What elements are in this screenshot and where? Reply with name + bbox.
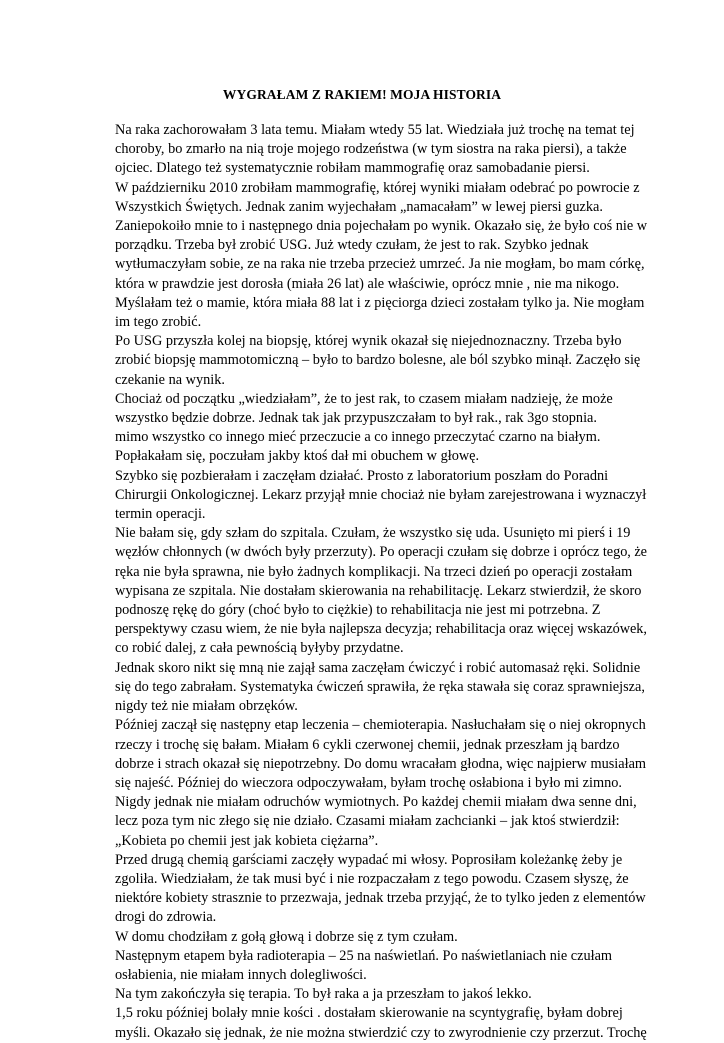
text-line: zgoliła. Wiedziałam, że tak musi być i nie rozpaczałam z tego powodu. Czasem słyszę, że <box>115 870 629 887</box>
text-line: „Kobieta po chemii jest jak kobieta ciężarna”. <box>115 832 379 849</box>
text-line: Następnym etapem była radioterapia – 25 na naświetlań. Po naświetlaniach nie czułam <box>115 947 613 964</box>
text-line: lecz poza tym nic złego się nie działo. Czasami miałam zachcianki – jak ktoś stwierdził: <box>115 813 620 830</box>
text-line: się do tego zabrałam. Systematyka ćwiczeń sprawiła, że ręka stawała się coraz sprawniejsza, <box>115 678 645 695</box>
text-line: Na raka zachorowałam 3 lata temu. Miałam wtedy 55 lat. Wiedziała już trochę na temat tej <box>115 122 635 138</box>
text-line: W październiku 2010 zrobiłam mammografię, której wyniki miałam odebrać po powrocie z <box>115 179 640 196</box>
text-line: mimo wszystko co innego mieć przeczucie a co innego przeczytać czarno na białym. <box>115 429 601 446</box>
text-line: W domu chodziłam z gołą głową i dobrze się z tym czułam. <box>115 928 458 945</box>
text-line: która w prawdzie jest dorosła (miała 26 lat) ale właściwie, oprócz mnie , nie ma nikogo. <box>115 275 620 292</box>
text-line: niektóre kobiety strasznie to przezwaja, jednak trzeba przyjąć, że to tylko jeden z elementów <box>115 890 646 907</box>
text-line: myśli. Okazało się jednak, że nie można stwierdzić czy to zwyrodnienie czy przerzut. Trochę <box>115 1024 647 1041</box>
text-line: rzeczy i trochę się bałam. Miałam 6 cykli czerwonej chemii, jednak przeszłam ją bardzo <box>115 736 620 753</box>
text-line: im tego zrobić. <box>115 314 202 331</box>
text-line: Chociaż od początku „wiedziałam”, że to jest rak, to czasem miałam nadzieję, że może <box>115 390 613 407</box>
text-line: ręka nie była sprawna, nie było żadnych komplikacji. Na trzeci dzień po operacji zostałam <box>115 563 633 580</box>
text-line: podnoszę rękę do góry (choć było to ciężkie) to rehabilitacja nie jest mi potrzebna. Z <box>115 602 601 619</box>
text-line: czekanie na wynik. <box>115 371 225 388</box>
page-title: WYGRAŁAM Z RAKIEM! MOJA HISTORIA <box>222 87 502 102</box>
text-line: Wszystkich Świętych. Jednak zanim wyjechałam „namacałam” w lewej piersi guzka. <box>115 198 603 215</box>
text-line: wszystko będzie dobrze. Jednak tak jak przypuszczałam to był rak., rak 3go stopnia. <box>115 410 597 427</box>
text-line: Później zaczął się następny etap leczenia – chemioterapia. Nasłuchałam się o niej okropnych <box>115 717 646 734</box>
text-line: ojciec. Dlatego też systematycznie robiłam mammografię oraz samobadanie piersi. <box>115 160 590 177</box>
text-line: co robić dalej, z cała pewnością byłyby przydatne. <box>115 640 404 657</box>
text-line: Nie bałam się, gdy szłam do szpitala. Czułam, że wszystko się uda. Usunięto mi pierś i 19 <box>115 525 631 542</box>
text-line: osłabienia, nie miałam innych dolegliwości. <box>115 966 367 983</box>
text-line: nigdy też nie miałam obrzęków. <box>115 698 298 715</box>
text-line: się najeść. Później do wieczora odpoczywałam, byłam trochę osłabiona i było mi zimno. <box>115 774 622 791</box>
text-line: termin operacji. <box>115 506 206 523</box>
text-line: choroby, bo zmarło na nią troje mojego rodzeństwa (w tym siostra na raka piersi), a także <box>115 141 627 158</box>
text-line: porządku. Trzeba był zrobić USG. Już wtedy czułam, że jest to rak. Szybko jednak <box>115 237 589 254</box>
text-line: Szybko się pozbierałam i zaczęłam działać. Prosto z laboratorium poszłam do Poradni <box>115 467 609 484</box>
text-line: wytłumaczyłam sobie, ze na raka nie trzeba przecież umrzeć. Ja nie mogłam, bo mam córkę, <box>115 256 645 273</box>
text-line: Popłakałam się, poczułam jakby ktoś dał mi obuchem w głowę. <box>115 448 480 465</box>
text-line: Po USG przyszła kolej na biopsję, której wynik okazał się niejednoznaczny. Trzeba było <box>115 333 622 350</box>
text-line: węzłów chłonnych (w dwóch były przerzuty). Po operacji czułam się dobrze i oprócz tego, że <box>115 544 647 561</box>
text-line: Na tym zakończyła się terapia. To był raka a ja przeszłam to jakoś lekko. <box>115 986 532 1003</box>
text-line: dobrze i strach okazał się niepotrzebny. Do domu wracałam głodna, więc najpierw musiałam <box>115 755 647 772</box>
text-line: zrobić biopsję mammotomiczną – było to bardzo bolesne, ale ból szybko minął. Zaczęło się <box>115 352 641 369</box>
text-line: Jednak skoro nikt się mną nie zajął sama zaczęłam ćwiczyć i robić automasaż ręki. Solidnie <box>115 659 641 676</box>
text-line: Chirurgii Onkologicznej. Lekarz przyjął mnie chociaż nie byłam zarejestrowana i wyznaczył <box>115 486 647 503</box>
text-line: Myślałam też o mamie, która miała 88 lat i z pięciorga dzieci zostałam tylko ja. Nie mogłam <box>115 294 645 311</box>
text-line: Nigdy jednak nie miałam odruchów wymiotnych. Po każdej chemii miałam dwa senne dni, <box>115 794 637 811</box>
text-line: 1,5 roku później bolały mnie kości . dostałam skierowanie na scyntygrafię, byłam dobrej <box>115 1005 623 1022</box>
text-line: wypisana ze szpitala. Nie dostałam skierowania na rehabilitację. Lekarz stwierdził, że skoro <box>115 582 642 599</box>
text-line: perspektywy czasu wiem, że nie była najlepsza decyzja; rehabilitacja oraz więcej wskazówek, <box>115 621 647 638</box>
text-line: Zaniepokoiło mnie to i następnego dnia pojechałam po wynik. Okazało się, że było coś nie w <box>115 218 648 235</box>
text-line: drogi do zdrowia. <box>115 909 217 926</box>
article-body <box>115 121 648 1043</box>
text-line: Przed drugą chemią garściami zaczęły wypadać mi włosy. Poprosiłam koleżankę żeby je <box>115 851 623 868</box>
